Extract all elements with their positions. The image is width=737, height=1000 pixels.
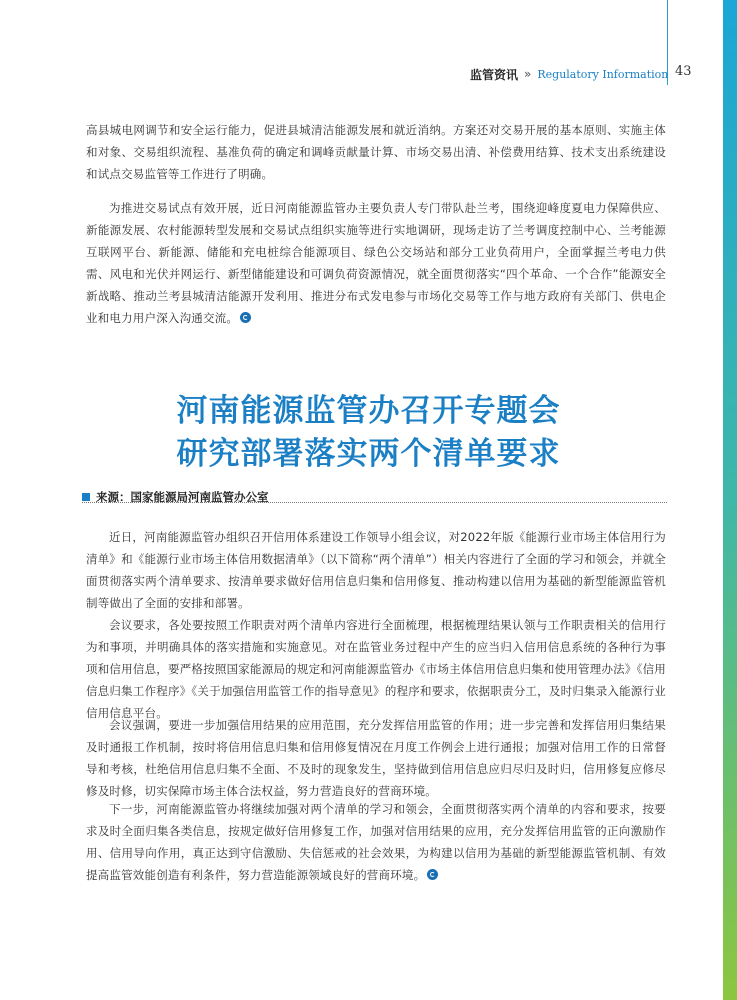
end-mark-icon [427,869,438,880]
article-paragraph-1-text: 近日，河南能源监管办组织召开信用体系建设工作领导小组会议，对2022年版《能源行业市场主体信用行为清单》和《能源行业市场主体信用数据清单》（以下简称“两个清单”）相关内容进行了全面的学习和领会，并就全面贯彻落实两个清单要求、按清单要求做好信用信息归集和信用修复、推动构建以信用为基础的新型能源监管机制等做出了全面的安排和部署。 [86,530,666,610]
running-header [470,66,668,82]
decorative-side-bar [723,0,737,1000]
source-text: 来源：国家能源局河南监管办公室 [96,490,269,504]
section-title-cn: 监管资讯 [470,67,519,82]
article-title-line-1: 河南能源监管办召开专题会 [176,393,561,429]
square-bullet-icon [82,493,90,501]
section-title-en: Regulatory Information [537,67,669,81]
article-paragraph-1 [86,526,666,614]
continued-paragraph-2 [86,197,666,329]
article-paragraph-3-text: 会议强调，要进一步加强信用结果的应用范围，充分发挥信用监管的作用；进一步完善和发挥信用归集结果及时通报工作机制，按时将信用信息归集和信用修复情况在月度工作例会上进行通报；加强对信用工作的日常督导和考核，杜绝信用信息归集不全面、不及时的现象发生，坚持做到信用信息应归尽归及时归，信用修复应修尽修及时修，切实保障市场主体合法权益，努力营造良好的营商环境。 [86,718,666,798]
article-title-line-2: 研究部署落实两个清单要求 [176,436,561,472]
continued-paragraph-2-text: 为推进交易试点有效开展，近日河南能源监管办主要负责人专门带队赴兰考，围绕迎峰度夏电力保障供应、新能源发展、农村能源转型发展和交易试点组织实施等进行实地调研，现场走访了兰考调度控制中心、兰考能源互联网平台、新能源、储能和充电桩综合能源项目、绿色公交场站和部分工业负荷用户，全面掌握兰考电力供需、风电和光伏并网运行、新型储能建设和可调负荷资源情况，就全面贯彻落实“四个革命、一个合作”能源安全新战略、推动兰考县城清洁能源开发利用、推进分布式发电参与市场化交易等工作与地方政府有关部门、供电企业和电力用户深入沟通交流。 [86,201,666,325]
page-number: 43 [675,64,692,79]
article-paragraph-2 [86,614,666,724]
article-paragraph-2-text: 会议要求，各处要按照工作职责对两个清单内容进行全面梳理，根据梳理结果认领与工作职责相关的信用行为和事项，并明确具体的落实措施和实施意见。对在监管业务过程中产生的应当归入信用信息系统的各种行为事项和信用信息，要严格按照国家能源局的规定和河南能源监管办《市场主体信用信息归集和使用管理办法》《信用信息归集工作程序》《关于加强信用监管工作的指导意见》的程序和要求，依据职责分工，及时归集录入能源行业信用信息平台。 [86,618,666,720]
article-paragraph-3 [86,714,666,802]
source-divider [82,502,667,503]
end-mark-icon [240,312,251,323]
continued-paragraph-1-text: 高县城电网调节和安全运行能力，促进县城清洁能源发展和就近消纳。方案还对交易开展的基本原则、实施主体和对象、交易组织流程、基准负荷的确定和调峰贡献量计算、市场交易出清、补偿费用结算、技术支出系统建设和试点交易监管等工作进行了明确。 [86,123,666,181]
article-paragraph-4 [86,798,666,886]
continued-paragraph-1 [86,119,666,185]
article-paragraph-4-text: 下一步，河南能源监管办将继续加强对两个清单的学习和领会，全面贯彻落实两个清单的内容和要求，按要求及时全面归集各类信息，按规定做好信用修复工作，加强对信用结果的应用，充分发挥信用监管的正向激励作用、信用导向作用，真正达到守信激励、失信惩戒的社会效果，为构建以信用为基础的新型能源监管机制、有效提高监管效能创造有利条件，努力营造能源领域良好的营商环境。 [86,802,666,882]
chevron-right-icon: » [524,67,532,81]
